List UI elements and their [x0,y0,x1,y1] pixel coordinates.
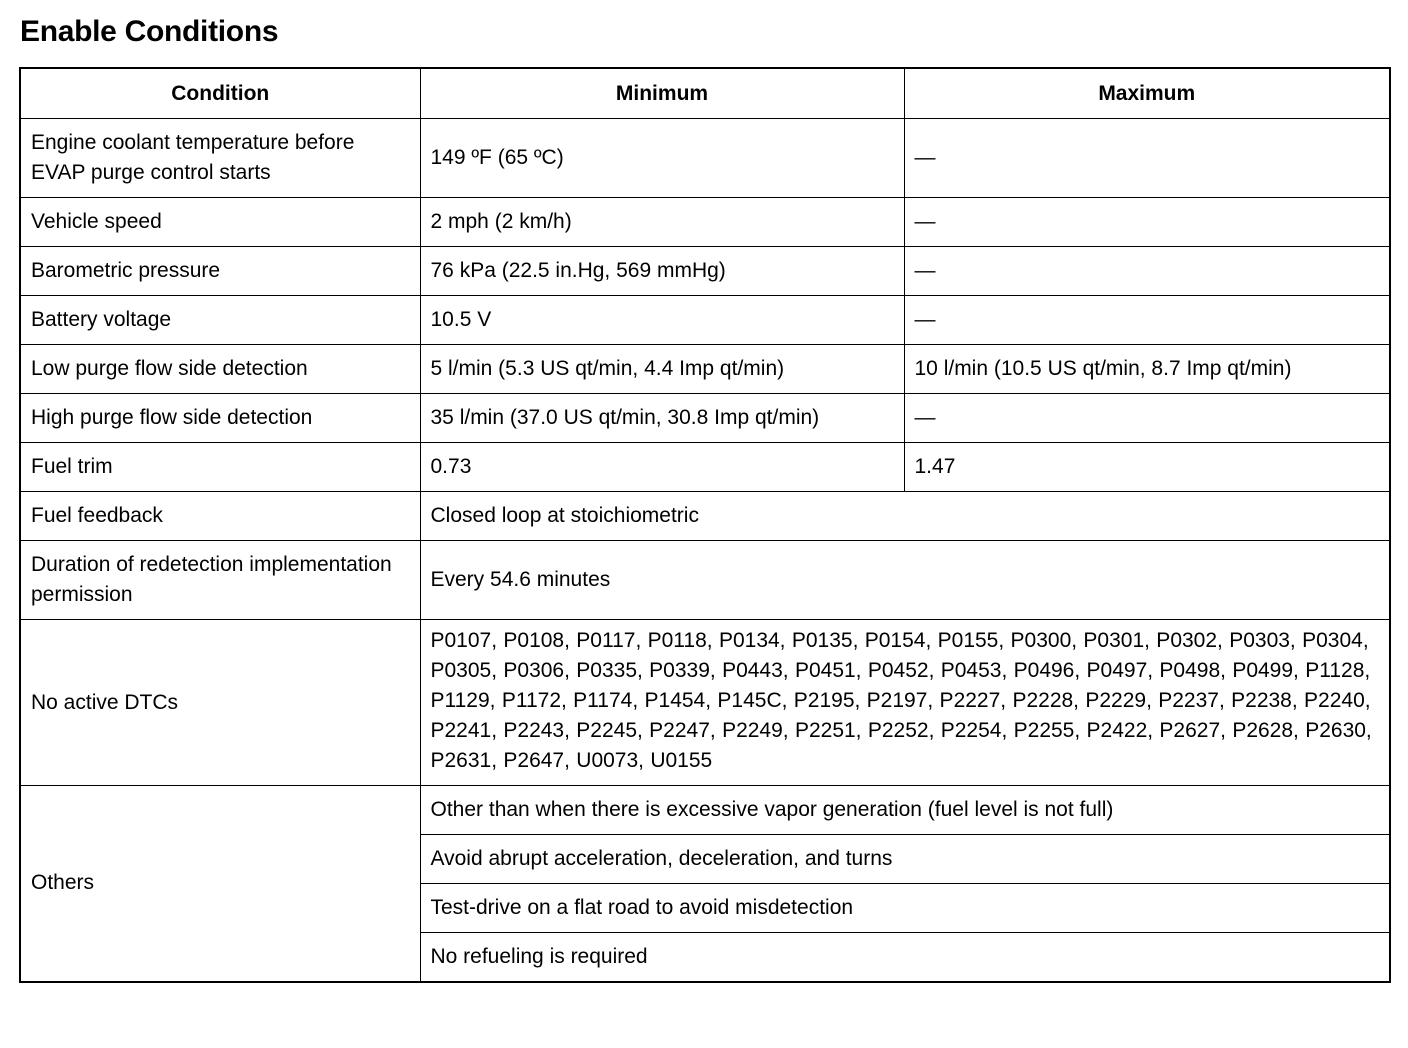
value-cell: Every 54.6 minutes [420,541,1390,620]
maximum-cell: — [904,247,1390,296]
table-row-fuel-trim [20,443,1390,492]
condition-cell: Duration of redetection implementation permission [20,541,420,620]
condition-cell: Others [20,786,420,982]
condition-cell: Fuel trim [20,443,420,492]
minimum-cell: 76 kPa (22.5 in.Hg, 569 mmHg) [420,247,904,296]
maximum-cell: — [904,198,1390,247]
condition-cell: Fuel feedback [20,492,420,541]
table-row-dtcs [20,620,1390,786]
table-row-fuel-feedback [20,492,1390,541]
table-row-coolant [20,119,1390,198]
page-title: Enable Conditions [20,15,279,48]
condition-cell: No active DTCs [20,620,420,786]
table-row-others [20,786,1390,835]
table-row-baro [20,247,1390,296]
table-row-high-purge [20,394,1390,443]
minimum-cell: 35 l/min (37.0 US qt/min, 30.8 Imp qt/min) [420,394,904,443]
header-condition: Condition [20,68,420,119]
header-row [20,68,1390,119]
value-cell: Closed loop at stoichiometric [420,492,1390,541]
header-minimum: Minimum [420,68,904,119]
table-row-redetection [20,541,1390,620]
table-row-battery [20,296,1390,345]
maximum-cell: — [904,119,1390,198]
minimum-cell: 5 l/min (5.3 US qt/min, 4.4 Imp qt/min) [420,345,904,394]
condition-cell: High purge flow side detection [20,394,420,443]
maximum-cell: 1.47 [904,443,1390,492]
others-item-cell: No refueling is required [420,933,1390,982]
others-item-cell: Avoid abrupt acceleration, deceleration, and turns [420,835,1390,884]
minimum-cell: 10.5 V [420,296,904,345]
others-item-cell: Other than when there is excessive vapor generation (fuel level is not full) [420,786,1390,835]
minimum-cell: 0.73 [420,443,904,492]
maximum-cell: — [904,296,1390,345]
table-row-low-purge [20,345,1390,394]
condition-cell: Battery voltage [20,296,420,345]
enable-conditions-table [19,67,1391,983]
minimum-cell: 149 ºF (65 ºC) [420,119,904,198]
header-maximum: Maximum [904,68,1390,119]
table-row-speed [20,198,1390,247]
maximum-cell: 10 l/min (10.5 US qt/min, 8.7 Imp qt/min) [904,345,1390,394]
dtc-list-cell: P0107, P0108, P0117, P0118, P0134, P0135, P0154, P0155, P0300, P0301, P0302, P0303, P0304, P0305, P0306, P0335, P0339, P0443, P0451, P0452, P0453, P0496, P0497, P0498, P0499, P1128, P1129, P1172, P1174, P1454, P145C, P2195, P2197, P2227, P2228, P2229, P2237, P2238, P2240, P2241, P2243, P2245, P2247, P2249, P2251, P2252, P2254, P2255, P2422, P2627, P2628, P2630, P2631, P2647, U0073, U0155 [420,620,1390,786]
minimum-cell: 2 mph (2 km/h) [420,198,904,247]
others-item-cell: Test-drive on a flat road to avoid misdetection [420,884,1390,933]
maximum-cell: — [904,394,1390,443]
condition-cell: Low purge flow side detection [20,345,420,394]
condition-cell: Vehicle speed [20,198,420,247]
condition-cell: Barometric pressure [20,247,420,296]
condition-cell: Engine coolant temperature before EVAP purge control starts [20,119,420,198]
